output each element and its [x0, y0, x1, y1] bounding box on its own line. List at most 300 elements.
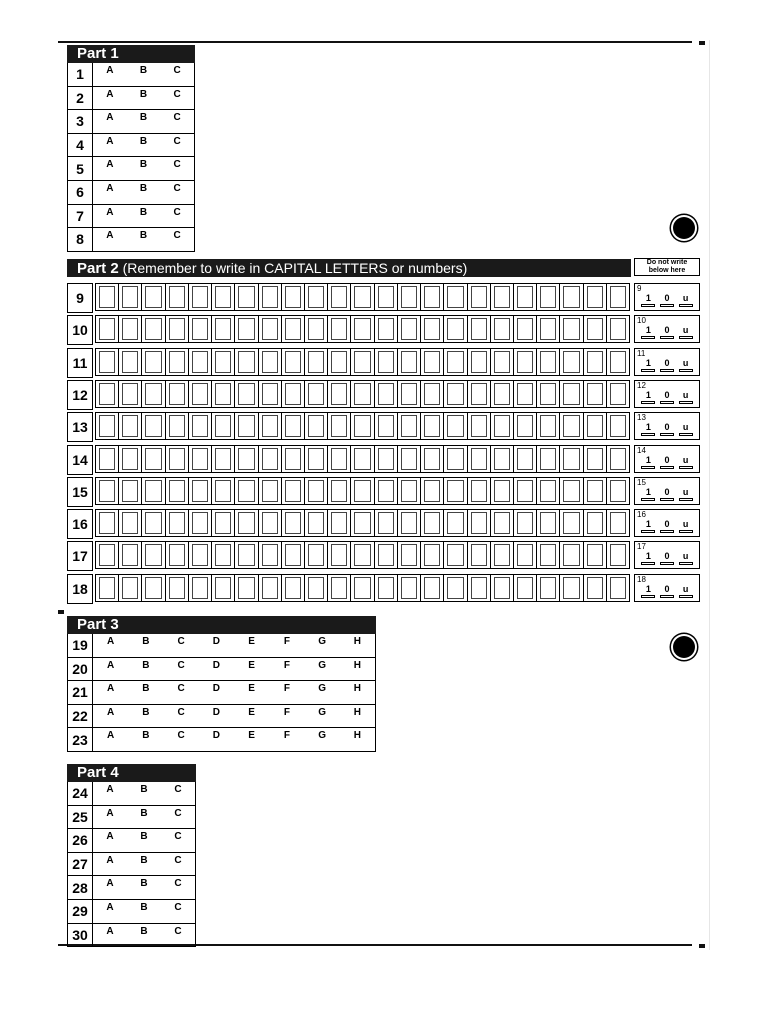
letter-box[interactable]: [398, 413, 421, 439]
letter-box[interactable]: [189, 510, 212, 536]
letter-box[interactable]: [212, 478, 235, 504]
letter-box[interactable]: [398, 575, 421, 601]
answer-option-b[interactable]: B: [140, 878, 148, 890]
answer-option-a[interactable]: A: [106, 901, 114, 913]
answer-row-26[interactable]: [67, 829, 196, 853]
answer-option-f[interactable]: F: [283, 659, 290, 671]
letter-box[interactable]: [305, 542, 328, 568]
letter-box[interactable]: [537, 413, 560, 439]
answer-option-a[interactable]: A: [107, 730, 115, 742]
answer-option-b[interactable]: B: [139, 230, 148, 242]
answer-option-c[interactable]: C: [174, 854, 182, 866]
letter-box[interactable]: [398, 478, 421, 504]
letter-box[interactable]: [328, 284, 351, 310]
answer-option-b[interactable]: B: [140, 925, 148, 937]
answer-option-a[interactable]: A: [106, 925, 114, 937]
letter-box[interactable]: [584, 542, 607, 568]
letter-box[interactable]: [96, 542, 119, 568]
letter-box[interactable]: [560, 413, 583, 439]
letter-box[interactable]: [119, 575, 142, 601]
letter-box[interactable]: [491, 284, 514, 310]
letter-box[interactable]: [607, 349, 629, 375]
answer-row-21[interactable]: [67, 681, 376, 705]
answer-option-d[interactable]: D: [212, 683, 220, 695]
letter-box[interactable]: [351, 413, 374, 439]
answer-option-a[interactable]: A: [106, 807, 114, 819]
answer-option-a[interactable]: A: [106, 206, 114, 218]
letter-box[interactable]: [305, 413, 328, 439]
letter-box[interactable]: [189, 413, 212, 439]
answer-option-b[interactable]: B: [142, 659, 150, 671]
letter-box[interactable]: [444, 446, 467, 472]
letter-box[interactable]: [444, 542, 467, 568]
letter-box[interactable]: [328, 381, 351, 407]
answer-option-c[interactable]: C: [177, 659, 185, 671]
answer-option-e[interactable]: E: [248, 683, 255, 695]
answer-option-a[interactable]: A: [106, 784, 114, 795]
letter-box[interactable]: [119, 478, 142, 504]
answer-option-g[interactable]: G: [318, 683, 327, 695]
letter-box[interactable]: [468, 413, 491, 439]
answer-option-c[interactable]: C: [177, 683, 185, 695]
letter-box[interactable]: [305, 575, 328, 601]
answer-row-27[interactable]: [67, 853, 196, 877]
letter-box[interactable]: [96, 349, 119, 375]
letter-box[interactable]: [584, 316, 607, 342]
letter-box[interactable]: [491, 316, 514, 342]
answer-option-h[interactable]: H: [353, 659, 361, 671]
letter-box[interactable]: [514, 316, 537, 342]
answer-option-a[interactable]: A: [107, 636, 115, 647]
letter-box[interactable]: [607, 542, 629, 568]
letter-box[interactable]: [514, 478, 537, 504]
answer-row-6[interactable]: [67, 181, 195, 205]
answer-option-b[interactable]: B: [140, 854, 148, 866]
answer-option-d[interactable]: D: [212, 706, 220, 718]
letter-box[interactable]: [375, 349, 398, 375]
letter-box[interactable]: [421, 381, 444, 407]
letter-box[interactable]: [166, 542, 189, 568]
letter-box[interactable]: [212, 316, 235, 342]
letter-box[interactable]: [537, 284, 560, 310]
letter-box[interactable]: [560, 316, 583, 342]
letter-box[interactable]: [351, 542, 374, 568]
answer-option-e[interactable]: E: [248, 636, 255, 647]
letter-box[interactable]: [305, 478, 328, 504]
letter-box[interactable]: [468, 510, 491, 536]
letter-box[interactable]: [142, 446, 165, 472]
letter-box[interactable]: [96, 381, 119, 407]
letter-box[interactable]: [119, 413, 142, 439]
letter-box[interactable]: [351, 349, 374, 375]
answer-option-b[interactable]: B: [140, 901, 148, 913]
letter-box[interactable]: [514, 413, 537, 439]
letter-box[interactable]: [584, 446, 607, 472]
letter-box[interactable]: [166, 510, 189, 536]
answer-option-a[interactable]: A: [106, 65, 114, 76]
letter-box[interactable]: [189, 381, 212, 407]
letter-box[interactable]: [282, 316, 305, 342]
letter-box[interactable]: [235, 316, 258, 342]
answer-option-b[interactable]: B: [140, 784, 148, 795]
answer-option-a[interactable]: A: [107, 659, 115, 671]
answer-option-c[interactable]: C: [173, 88, 181, 100]
letter-box[interactable]: [282, 478, 305, 504]
letter-box[interactable]: [584, 575, 607, 601]
letter-box[interactable]: [166, 446, 189, 472]
letter-box[interactable]: [212, 446, 235, 472]
letter-box[interactable]: [537, 510, 560, 536]
letter-box[interactable]: [142, 349, 165, 375]
letter-box[interactable]: [305, 381, 328, 407]
letter-box[interactable]: [560, 381, 583, 407]
letter-box[interactable]: [282, 575, 305, 601]
answer-option-g[interactable]: G: [318, 659, 327, 671]
letter-box[interactable]: [166, 316, 189, 342]
answer-option-f[interactable]: F: [283, 706, 290, 718]
letter-box[interactable]: [584, 381, 607, 407]
letter-box[interactable]: [259, 413, 282, 439]
letter-box[interactable]: [259, 542, 282, 568]
letter-box[interactable]: [142, 413, 165, 439]
answer-option-e[interactable]: E: [248, 730, 255, 742]
letter-box[interactable]: [375, 413, 398, 439]
letter-box[interactable]: [351, 446, 374, 472]
letter-box[interactable]: [282, 413, 305, 439]
answer-option-b[interactable]: B: [142, 683, 150, 695]
letter-box[interactable]: [96, 510, 119, 536]
answer-row-5[interactable]: [67, 157, 195, 181]
letter-box[interactable]: [351, 478, 374, 504]
letter-box[interactable]: [259, 316, 282, 342]
letter-box[interactable]: [375, 381, 398, 407]
answer-option-f[interactable]: F: [283, 636, 290, 647]
answer-row-8[interactable]: [67, 228, 195, 252]
letter-box[interactable]: [166, 381, 189, 407]
letter-box[interactable]: [259, 284, 282, 310]
letter-box[interactable]: [189, 478, 212, 504]
letter-box[interactable]: [119, 316, 142, 342]
answer-option-h[interactable]: H: [353, 730, 361, 742]
letter-box[interactable]: [468, 381, 491, 407]
answer-row-4[interactable]: [67, 134, 195, 158]
answer-option-b[interactable]: B: [139, 88, 148, 100]
answer-option-c[interactable]: C: [173, 135, 181, 147]
answer-option-e[interactable]: E: [248, 659, 255, 671]
answer-row-3[interactable]: [67, 110, 195, 134]
answer-option-a[interactable]: A: [107, 683, 115, 695]
answer-option-e[interactable]: E: [248, 706, 255, 718]
answer-option-d[interactable]: D: [212, 730, 220, 742]
letter-box[interactable]: [444, 349, 467, 375]
answer-row-28[interactable]: [67, 876, 196, 900]
letter-box[interactable]: [305, 510, 328, 536]
letter-box[interactable]: [421, 316, 444, 342]
answer-option-d[interactable]: D: [212, 659, 220, 671]
letter-box[interactable]: [282, 542, 305, 568]
letter-box[interactable]: [537, 478, 560, 504]
answer-option-a[interactable]: A: [106, 135, 114, 147]
letter-box[interactable]: [537, 381, 560, 407]
answer-option-c[interactable]: C: [174, 831, 182, 843]
letter-box[interactable]: [491, 446, 514, 472]
letter-box[interactable]: [212, 575, 235, 601]
letter-box[interactable]: [119, 510, 142, 536]
letter-box[interactable]: [514, 575, 537, 601]
answer-row-2[interactable]: [67, 87, 195, 111]
answer-option-b[interactable]: B: [140, 831, 148, 843]
letter-box[interactable]: [166, 284, 189, 310]
answer-option-c[interactable]: C: [173, 230, 181, 242]
letter-box[interactable]: [235, 446, 258, 472]
letter-box[interactable]: [398, 284, 421, 310]
letter-box[interactable]: [212, 510, 235, 536]
letter-box[interactable]: [375, 575, 398, 601]
letter-box[interactable]: [375, 446, 398, 472]
letter-box[interactable]: [166, 349, 189, 375]
answer-option-c[interactable]: C: [173, 112, 181, 124]
letter-box[interactable]: [444, 478, 467, 504]
letter-box[interactable]: [328, 478, 351, 504]
answer-row-7[interactable]: [67, 205, 195, 229]
answer-option-a[interactable]: A: [106, 878, 114, 890]
letter-box[interactable]: [468, 284, 491, 310]
letter-box[interactable]: [189, 284, 212, 310]
letter-box[interactable]: [444, 284, 467, 310]
letter-box[interactable]: [421, 478, 444, 504]
letter-box[interactable]: [491, 542, 514, 568]
answer-option-a[interactable]: A: [106, 182, 114, 194]
answer-option-a[interactable]: A: [106, 230, 114, 242]
letter-box[interactable]: [96, 316, 119, 342]
answer-option-g[interactable]: G: [318, 730, 327, 742]
answer-option-f[interactable]: F: [283, 683, 290, 695]
letter-box[interactable]: [351, 381, 374, 407]
letter-box[interactable]: [235, 575, 258, 601]
answer-row-22[interactable]: [67, 705, 376, 729]
letter-box[interactable]: [235, 510, 258, 536]
answer-option-b[interactable]: B: [142, 636, 150, 647]
letter-box[interactable]: [560, 575, 583, 601]
letter-box[interactable]: [189, 316, 212, 342]
letter-box[interactable]: [537, 542, 560, 568]
letter-box[interactable]: [491, 478, 514, 504]
letter-box[interactable]: [607, 413, 629, 439]
letter-box[interactable]: [607, 510, 629, 536]
answer-option-c[interactable]: C: [173, 159, 181, 171]
answer-option-a[interactable]: A: [106, 159, 114, 171]
letter-box[interactable]: [491, 413, 514, 439]
letter-box[interactable]: [119, 284, 142, 310]
letter-box[interactable]: [235, 478, 258, 504]
letter-box[interactable]: [328, 575, 351, 601]
letter-box[interactable]: [421, 284, 444, 310]
letter-box[interactable]: [584, 413, 607, 439]
answer-option-a[interactable]: A: [106, 88, 114, 100]
letter-box[interactable]: [514, 381, 537, 407]
letter-box[interactable]: [328, 413, 351, 439]
answer-option-c[interactable]: C: [173, 65, 181, 76]
letter-box[interactable]: [235, 284, 258, 310]
letter-box[interactable]: [142, 510, 165, 536]
answer-option-a[interactable]: A: [106, 854, 114, 866]
letter-box[interactable]: [96, 478, 119, 504]
answer-option-b[interactable]: B: [139, 206, 148, 218]
letter-box[interactable]: [468, 446, 491, 472]
letter-box[interactable]: [328, 316, 351, 342]
answer-option-b[interactable]: B: [142, 730, 150, 742]
letter-box[interactable]: [328, 510, 351, 536]
letter-box[interactable]: [235, 381, 258, 407]
letter-box[interactable]: [259, 446, 282, 472]
letter-box[interactable]: [444, 413, 467, 439]
letter-box[interactable]: [398, 510, 421, 536]
answer-option-b[interactable]: B: [139, 182, 148, 194]
letter-box[interactable]: [468, 478, 491, 504]
letter-box[interactable]: [514, 542, 537, 568]
letter-box[interactable]: [212, 349, 235, 375]
answer-option-c[interactable]: C: [174, 807, 182, 819]
answer-option-b[interactable]: B: [140, 807, 148, 819]
answer-option-b[interactable]: B: [139, 159, 148, 171]
letter-box[interactable]: [259, 349, 282, 375]
letter-box[interactable]: [560, 478, 583, 504]
letter-box[interactable]: [537, 446, 560, 472]
letter-box[interactable]: [607, 381, 629, 407]
answer-row-29[interactable]: [67, 900, 196, 924]
answer-row-25[interactable]: [67, 806, 196, 830]
letter-box[interactable]: [351, 510, 374, 536]
letter-box[interactable]: [259, 510, 282, 536]
letter-box[interactable]: [96, 413, 119, 439]
letter-box[interactable]: [282, 284, 305, 310]
letter-box[interactable]: [444, 316, 467, 342]
letter-box[interactable]: [468, 542, 491, 568]
letter-box[interactable]: [421, 542, 444, 568]
letter-box[interactable]: [142, 575, 165, 601]
letter-box[interactable]: [212, 413, 235, 439]
answer-option-b[interactable]: B: [142, 706, 150, 718]
letter-box[interactable]: [189, 349, 212, 375]
letter-box[interactable]: [351, 575, 374, 601]
letter-box[interactable]: [142, 284, 165, 310]
answer-option-d[interactable]: D: [212, 636, 220, 647]
letter-box[interactable]: [584, 349, 607, 375]
letter-box[interactable]: [468, 575, 491, 601]
letter-box[interactable]: [212, 542, 235, 568]
letter-box[interactable]: [189, 542, 212, 568]
letter-box[interactable]: [514, 349, 537, 375]
letter-box[interactable]: [142, 316, 165, 342]
letter-box[interactable]: [491, 349, 514, 375]
answer-option-f[interactable]: F: [283, 730, 290, 742]
letter-box[interactable]: [560, 542, 583, 568]
answer-option-g[interactable]: G: [318, 706, 327, 718]
letter-box[interactable]: [421, 575, 444, 601]
answer-option-h[interactable]: H: [353, 683, 361, 695]
answer-option-a[interactable]: A: [107, 706, 115, 718]
letter-box[interactable]: [119, 542, 142, 568]
letter-box[interactable]: [584, 510, 607, 536]
letter-box[interactable]: [537, 575, 560, 601]
letter-box[interactable]: [398, 316, 421, 342]
letter-box[interactable]: [444, 510, 467, 536]
letter-box[interactable]: [189, 575, 212, 601]
letter-box[interactable]: [282, 446, 305, 472]
answer-option-h[interactable]: H: [353, 706, 361, 718]
letter-box[interactable]: [584, 478, 607, 504]
answer-row-30[interactable]: [67, 924, 196, 948]
letter-box[interactable]: [444, 575, 467, 601]
letter-box[interactable]: [468, 349, 491, 375]
letter-box[interactable]: [142, 542, 165, 568]
letter-box[interactable]: [375, 542, 398, 568]
letter-box[interactable]: [328, 542, 351, 568]
letter-box[interactable]: [514, 284, 537, 310]
letter-box[interactable]: [142, 478, 165, 504]
answer-row-1[interactable]: [67, 63, 195, 87]
answer-option-c[interactable]: C: [174, 901, 182, 913]
answer-option-c[interactable]: C: [174, 784, 182, 795]
letter-box[interactable]: [537, 349, 560, 375]
answer-option-c[interactable]: C: [173, 206, 181, 218]
answer-option-b[interactable]: B: [139, 65, 148, 76]
answer-option-c[interactable]: C: [173, 182, 181, 194]
answer-option-g[interactable]: G: [318, 636, 327, 647]
letter-box[interactable]: [328, 446, 351, 472]
letter-box[interactable]: [607, 284, 629, 310]
answer-row-24[interactable]: [67, 782, 196, 806]
answer-option-c[interactable]: C: [174, 925, 182, 937]
letter-box[interactable]: [398, 542, 421, 568]
answer-option-c[interactable]: C: [174, 878, 182, 890]
letter-box[interactable]: [351, 316, 374, 342]
letter-box[interactable]: [305, 446, 328, 472]
letter-box[interactable]: [235, 542, 258, 568]
answer-row-20[interactable]: [67, 658, 376, 682]
letter-box[interactable]: [491, 381, 514, 407]
letter-box[interactable]: [421, 510, 444, 536]
letter-box[interactable]: [375, 284, 398, 310]
letter-box[interactable]: [259, 381, 282, 407]
letter-box[interactable]: [398, 381, 421, 407]
letter-box[interactable]: [212, 284, 235, 310]
letter-box[interactable]: [375, 510, 398, 536]
letter-box[interactable]: [119, 349, 142, 375]
letter-box[interactable]: [398, 349, 421, 375]
letter-box[interactable]: [282, 510, 305, 536]
letter-box[interactable]: [96, 446, 119, 472]
letter-box[interactable]: [259, 575, 282, 601]
letter-box[interactable]: [235, 349, 258, 375]
letter-box[interactable]: [166, 575, 189, 601]
answer-option-b[interactable]: B: [139, 112, 148, 124]
letter-box[interactable]: [398, 446, 421, 472]
answer-option-c[interactable]: C: [177, 706, 185, 718]
letter-box[interactable]: [514, 446, 537, 472]
letter-box[interactable]: [560, 284, 583, 310]
letter-box[interactable]: [491, 575, 514, 601]
letter-box[interactable]: [259, 478, 282, 504]
answer-row-19[interactable]: [67, 634, 376, 658]
letter-box[interactable]: [96, 575, 119, 601]
answer-option-a[interactable]: A: [106, 112, 114, 124]
letter-box[interactable]: [328, 349, 351, 375]
letter-box[interactable]: [607, 575, 629, 601]
letter-box[interactable]: [421, 349, 444, 375]
letter-box[interactable]: [375, 316, 398, 342]
letter-box[interactable]: [444, 381, 467, 407]
